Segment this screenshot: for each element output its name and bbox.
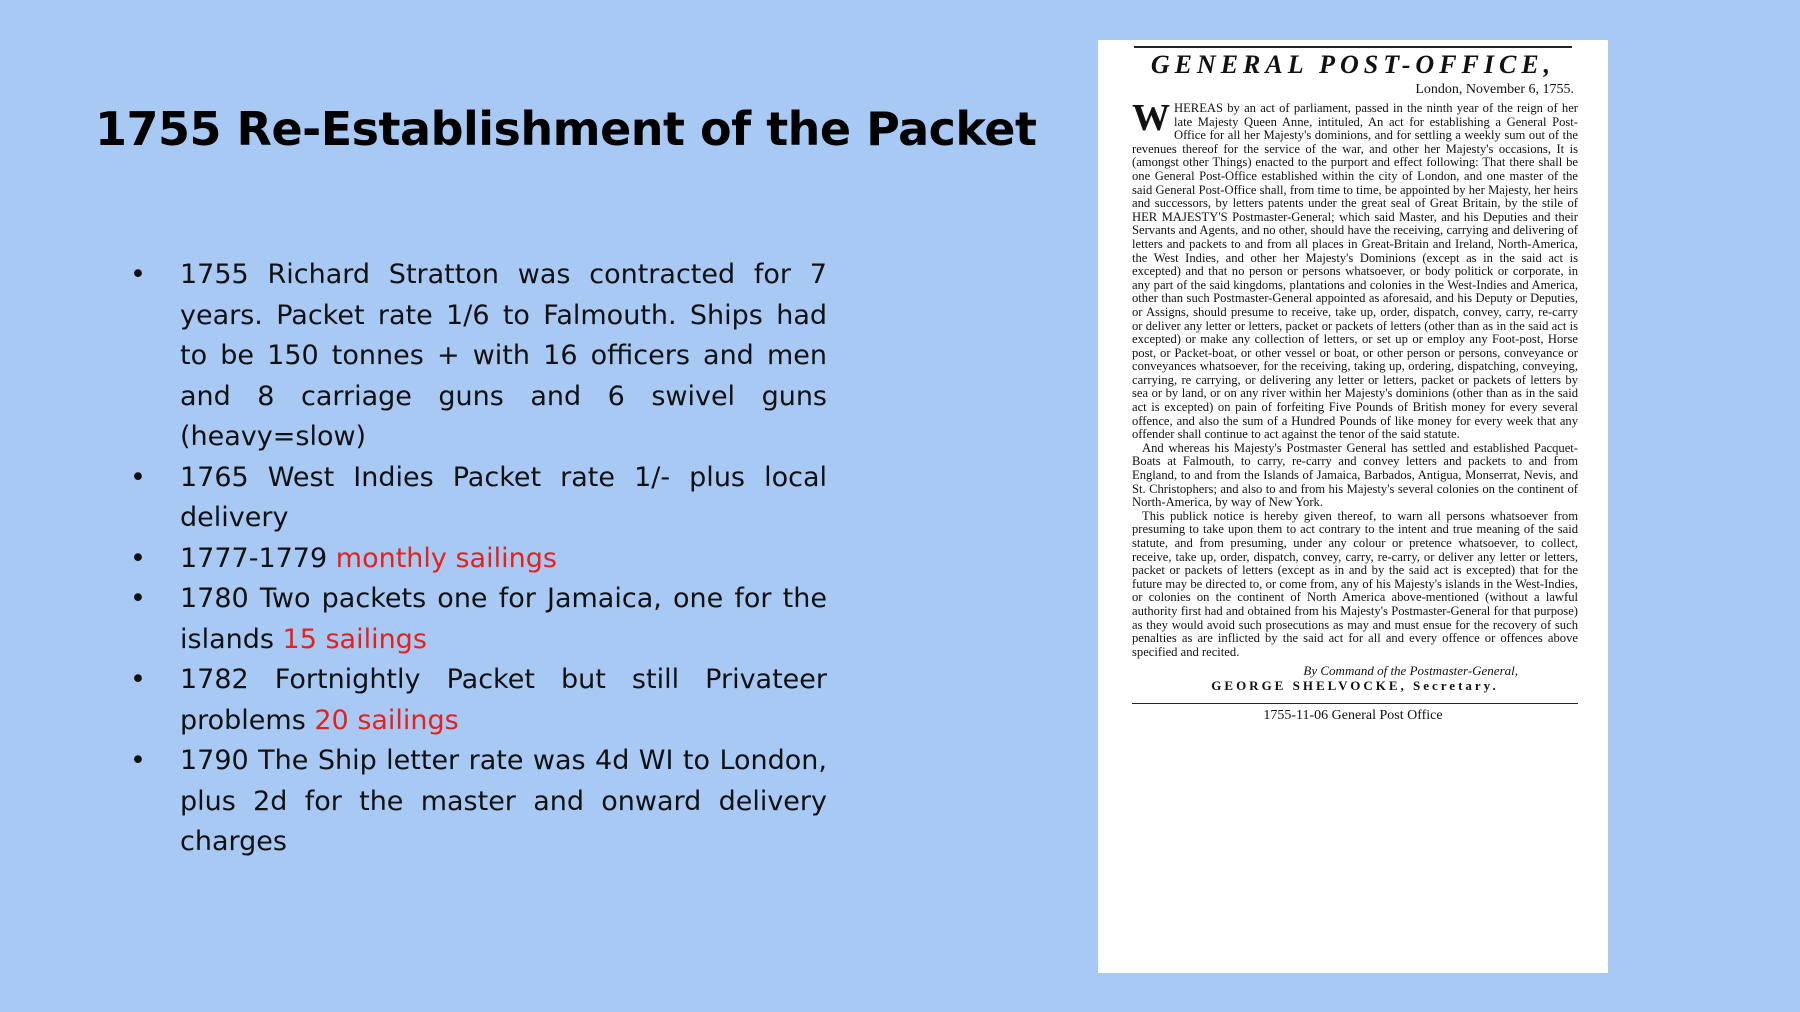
clipping-paragraph: This publick notice is hereby given thereof, to warn all persons whatsoever from presuming to take upon them to act contrary to the intent and true meaning of the said statute, and from presuming, under any colour or pretence whatsoever, to collect, receive, take up, order, dispatch, convey, carry, re-carry, or deliver any letter or letters, packet or packets of letters (except as in and by the said act is excepted) that for the future may be directed to, or come from, any of his Majesty's islands in the West-Indies, or colonies on the continent of North America above-mentioned (without a lawful authority first had and obtained from his Majesty's Postmaster-General for that purpose) as they would avoid such prosecutions as may and must ensue for the recovery of such penalties as are inflicted by the said act for all and every offence or offences above specified and recited. xyxy=(1132,508,1578,659)
newspaper-clipping-image xyxy=(1098,40,1608,973)
clipping-header: GENERAL POST-OFFICE, xyxy=(1134,46,1572,80)
bullet-item xyxy=(130,579,827,660)
clipping-signatory: GEORGE SHELVOCKE, Secretary. xyxy=(1211,678,1499,694)
bullet-text: 1782 Fortnightly Packet but still Privateer problems xyxy=(180,664,827,736)
clipping-signature xyxy=(1132,663,1578,693)
bullet-item xyxy=(130,458,827,539)
bullet-item xyxy=(130,255,827,458)
clipping-body xyxy=(1132,97,1578,659)
bullet-highlight: 15 sailings xyxy=(282,623,427,655)
clipping-paragraph: And whereas his Majesty's Postmaster General has settled and established Pacquet-Boats at Falmouth, to carry, re-carry and convey letters and packets to and from England, to and from the Islands of Jamaica, Barbados, Antigua, Monserrat, Nevis, and St. Christophers; and also to and from his Majesty's several colonies on the continent of North-America, by way of New York. xyxy=(1132,440,1578,510)
bullet-item xyxy=(130,741,827,863)
bullet-text: 1755 Richard Stratton was contracted for 7 years. Packet rate 1/6 to Falmouth. Ships had to be 150 tonnes + with 16 officers and men and 8 carriage guns and 6 swivel guns (heavy=slow) xyxy=(180,259,827,452)
bullet-text: 1790 The Ship letter rate was 4d WI to London, plus 2d for the master and onward delivery charges xyxy=(180,745,827,857)
bullet-highlight: 20 sailings xyxy=(314,704,459,736)
bullet-text: 1777-1779 xyxy=(180,542,336,574)
bullet-text: 1780 Two packets one for Jamaica, one for the islands xyxy=(180,583,827,655)
bullet-item xyxy=(130,660,827,741)
bullet-list xyxy=(130,255,827,863)
clipping-by-command: By Command of the Postmaster-General, xyxy=(1303,663,1518,679)
clipping-caption: 1755-11-06 General Post Office xyxy=(1263,708,1443,724)
bullet-text: 1765 West Indies Packet rate 1/- plus local delivery xyxy=(180,461,827,533)
bullet-highlight: monthly sailings xyxy=(335,542,557,574)
clipping-paragraph: WHEREAS by an act of parliament, passed in the ninth year of the reign of her late Majesty Queen Anne, intituled, An act for establishing a General Post-Office for all her Majesty's dominions, and for settling a weekly sum out of the revenues thereof for the service of the war, and other her Majesty's occasions, It is (amongst other Things) enacted to the purport and effect following: That there shall be one General Post-Office established within the city of London, and one master of the said General Post-Office shall, from time to time, be appointed by her Majesty, her heirs and successors, by letters patents under the great seal of Great Britain, by the stile of HER MAJESTY'S Postmaster-General; which said Master, and his Deputies and their Servants and Agents, and no other, should have the receiving, carrying and delivering of letters and packets to and from all places in Great-Britain and Ireland, North-America, the West Indies, and other her Majesty's Dominions (except as in the said act is excepted) and that no person or persons whatsoever, or body politick or corporate, in any part of the said kingdoms, plantations and colonies in the West-Indies and America, other than such Postmaster-General appointed as aforesaid, and his Deputy or Deputies, or Assigns, should presume to receive, take up, order, dispatch, convey, carry, re-carry or deliver any letter or letters, packet or packets of letters (other than as in the said act is excepted) or make any collection of letters, or set up or employ any Foot-post, Horse post, or Packet-boat, or other vessel or boat, or other person or persons, conveyance or conveyances whatsoever, for the receiving, taking up, ordering, dispatching, conveying, carrying, re carrying, or delivering any letter or letters, packet or packets of letters by sea or by land, or on any river within her Majesty's dominions (other than as in the said act is excepted) on pain of forfeiting Five Pounds of British money for every several offence, and also the sum of a Hundred Pounds of like money for every week that any offender shall continue to act against the tenor of the said statute. xyxy=(1132,97,1578,442)
slide-title: 1755 Re-Establishment of the Packet xyxy=(95,102,1037,156)
clipping-place-date: London, November 6, 1755. xyxy=(1415,82,1574,97)
clipping-divider xyxy=(1132,703,1578,704)
bullet-item xyxy=(130,539,827,580)
